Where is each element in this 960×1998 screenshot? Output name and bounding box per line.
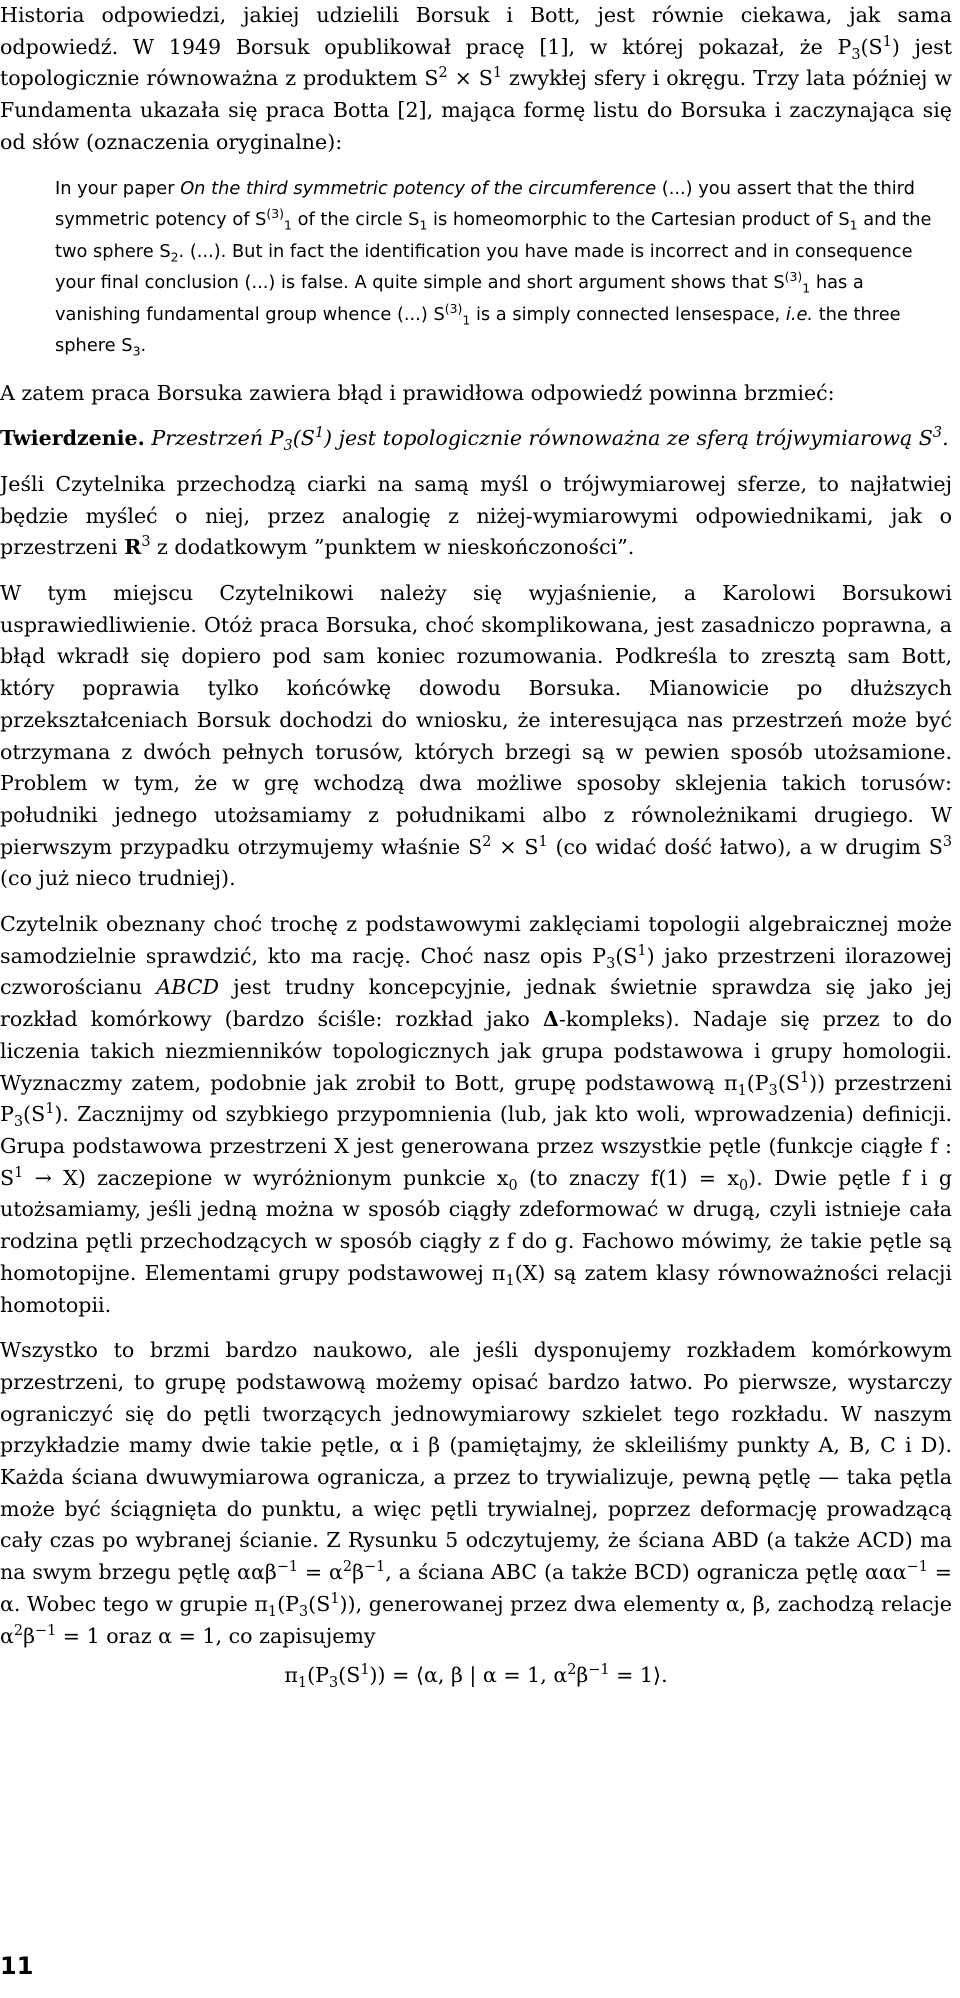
page-number: 11 <box>0 1952 34 1980</box>
paragraph-history: Historia odpowiedzi, jakiej udzielili Borsuk i Bott, jest równie ciekawa, jak sama odpowiedź. W 1949 Borsuk opublikował pracę [1], w której pokazał, że $P_3(S^1)$ jest topologicznie równoważna z produktem $S^2 \times S^1$ zwykłej sfery i okręgu. Trzy lata później w Fundamenta ukazała się praca Botta [2], mająca formę listu do Borsuka i zaczynająca się od słów (oznaczenia oryginalne): <box>0 3 952 154</box>
paragraph-conclusion: A zatem praca Borsuka zawiera błąd i prawidłowa odpowiedź powinna brzmieć: <box>0 380 835 405</box>
paragraph-explanation: W tym miejscu Czytelnikowi należy się wyjaśnienie, a Karolowi Borsukowi usprawiedliwienie. Otóż praca Borsuka, choć skomplikowana, jest zasadniczo poprawna, a błąd wkradł się dopiero pod sam koniec rozumowania. Podkreśla to zresztą sam Bott, który poprawia tylko końcówkę dowodu Borsuka. Mianowicie po dłuższych przekształceniach Borsuk dochodzi do wniosku, że interesująca nas przestrzeń może być otrzymana z dwóch pełnych torusów, których brzegi są w pewien sposób utożsamione. Problem w tym, że w grę wchodzą dwa możliwe sposoby sklejenia takich torusów: południki jednego utożsamiamy z południkami albo z równoleżnikami drugiego. W pierwszym przypadku otrzymujemy właśnie $S^2 \times S^1$ (co widać dość łatwo), a w drugim $S^3$ (co już nieco trudniej). <box>0 581 952 891</box>
paragraph-sphere: Jeśli Czytelnika przechodzą ciarki na samą myśl o trójwymiarowej sferze, to najłatwiej będzie myśleć o niej, przez analogię z niżej-wymiarowymi odpowiednikami, jak o przestrzeni $R^3$ z dodatkowym ”punktem w nieskończoności”. <box>0 471 952 560</box>
theorem-label: Twierdzenie. <box>0 426 145 451</box>
bott-quote: In your paper On the third symmetric potency of the circumference (...) you assert that the third symmetric potency of $S^{(3)}_1$ of the circle $S_1$ is homeomorphic to the Cartesian product of $S_1$ and the two sphere $S_2$. (...). But in fact the identification you have made is incorrect and in consequence your final conclusion (...) is false. A quite simple and short argument shows that $S^{(3)}_1$ has a vanishing fundamental group whence (...) $S^{(3)}_1$ is a simply connected lensespace, i.e. the three sphere $S_3$. <box>55 177 932 359</box>
display-formula: $\pi_1(P_3(S^1))$ = ⟨α, β | α = 1, $\alpha^2\beta^{-1}$ = 1⟩. <box>284 1662 668 1692</box>
paragraph-cell-decomposition: Wszystko to brzmi bardzo naukowo, ale jeśli dysponujemy rozkładem komórkowym przestrzeni, to grupę podstawową możemy opisać bardzo łatwo. Po pierwsze, wystarczy ograniczyć się do pętli tworzących jednowymiarowy szkielet tego rozkładu. W naszym przykładzie mamy dwie takie pętle, α i β (pamiętajmy, że skleiliśmy punkty A, B, C i D). Każda ściana dwuwymiarowa ogranicza, a przez to trywializuje, pewną pętlę — taka pętla może być ściągnięta do punktu, a więc pętli trywialnej, poprzez deformację prowadzącą cały czas po wybranej ścianie. Z Rysunku 5 odczytujemy, że ściana ABD (a także ACD) ma na swym brzegu pętlę $\alpha\alpha\beta^{-1} = \alpha^2\beta^{-1}$, a ściana ABC (a także BCD) ogranicza pętlę ααα$^{-1}$ = α. Wobec tego w grupie $\pi_1(P_3(S^1))$, generowanej przez dwa elementy α, β, zachodzą relacje $\alpha^2\beta^{-1} = 1$ oraz α = 1, co zapisujemy <box>0 1338 952 1648</box>
theorem: Twierdzenie. Przestrzeń $P_3(S^1)$ jest topologicznie równoważna ze sferą trójwymiarową $S^3$. <box>0 425 949 455</box>
paragraph-fundamental-group: Czytelnik obeznany choć trochę z podstawowymi zaklęciami topologii algebraicznej może samodzielnie sprawdzić, kto ma rację. Choć nasz opis $P_3(S^1)$ jako przestrzeni ilorazowej czworościanu ABCD jest trudny koncepcyjnie, jednak świetnie sprawdza się jako jej rozkład komórkowy (bardzo ściśle: rozkład jako Δ-kompleks). Nadaje się przez to do liczenia takich niezmienników topologicznych jak grupa podstawowa i grupy homologii. Wyznaczmy zatem, podobnie jak zrobił to Bott, grupę podstawową $\pi_1(P_3(S^1))$ przestrzeni $P_3(S^1)$. Zacznijmy od szybkiego przypomnienia (lub, jak kto woli, wprowadzenia) definicji. Grupa podstawowa przestrzeni X jest generowana przez wszystkie pętle (funkcje ciągłe f : $S^1 \to X$) zaczepione w wyróżnionym punkcie $x_0$ (to znaczy $f(1) = x_0$). Dwie pętle f i g utożsamiamy, jeśli jedną można w sposób ciągły zdeformować w drugą, czyli istnieje cała rodzina pętli przechodzących w sposób ciągły z f do g. Fachowo mówimy, że takie pętle są homotopijne. Elementami grupy podstawowej $\pi_1(X)$ są zatem klasy równoważności relacji homotopii. <box>0 912 953 1317</box>
